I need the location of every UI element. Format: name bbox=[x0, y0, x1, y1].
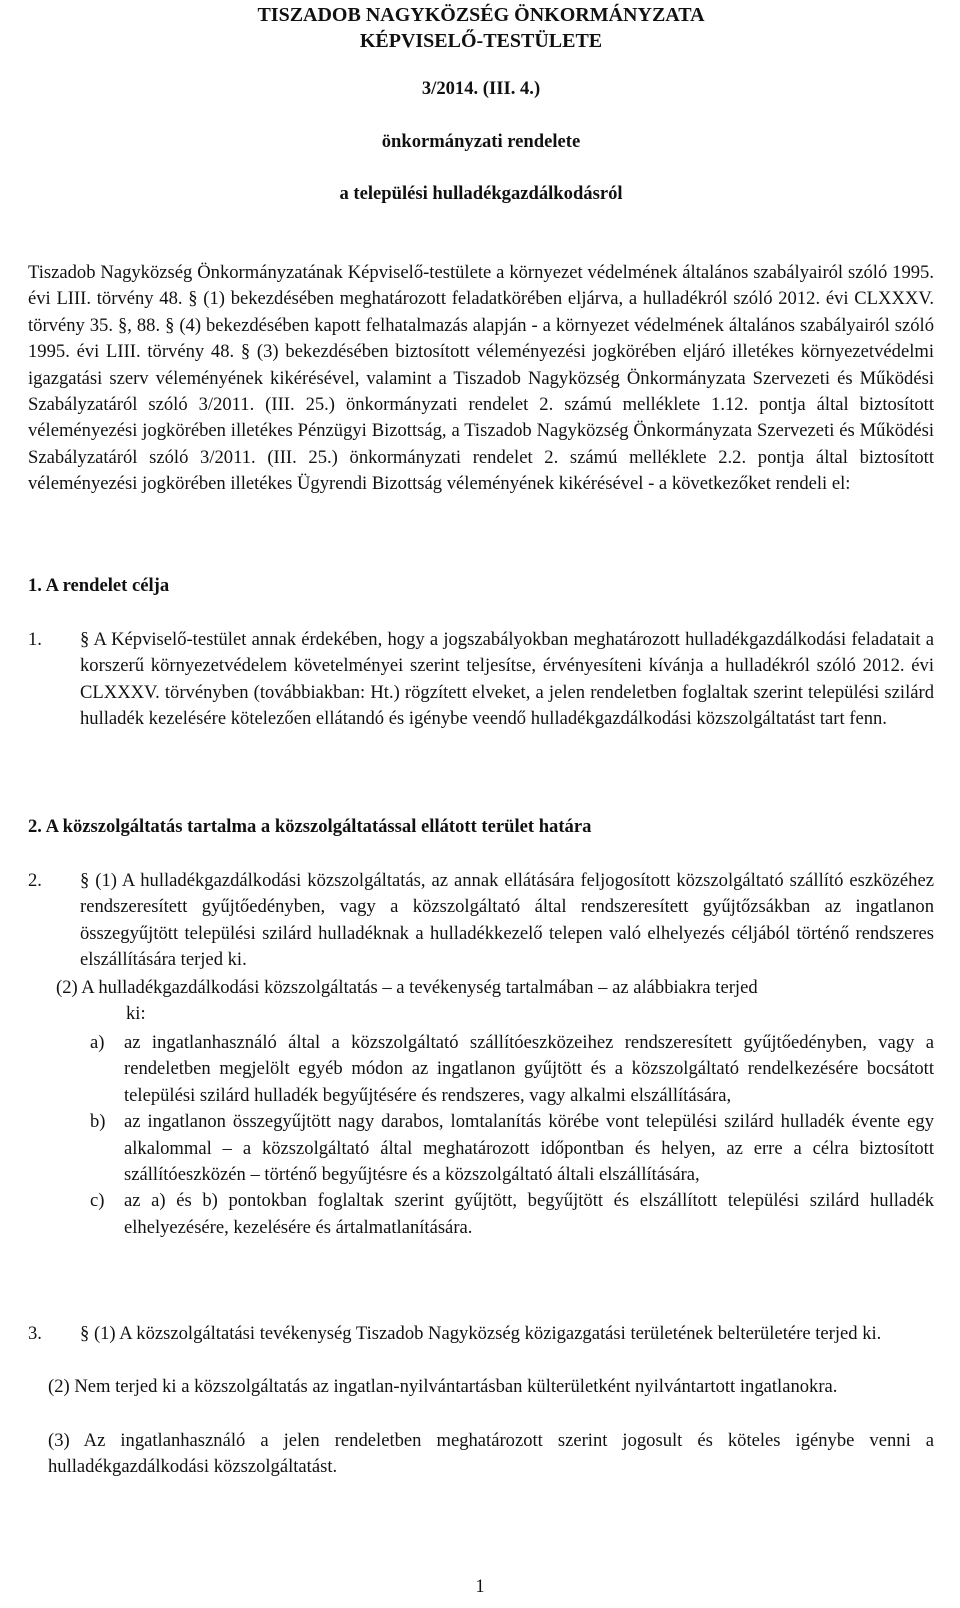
list-item-label: b) bbox=[90, 1111, 106, 1133]
list-item-text: az ingatlanhasználó által a közszolgáltató szállítóeszközeihez rendszeresített gyűjtőedényben, vagy a rendeletben megjelölt egyéb módon az ingatlanon gyűjtött és a közszolgáltató rendelkezésére bocsátott települési szilárd hulladék begyűjtésére és rendszeres, vagy alkalmi elszállítására, bbox=[124, 1032, 934, 1106]
section-2-paragraph-2-cont: ki: bbox=[126, 1003, 146, 1025]
list-item bbox=[90, 1109, 934, 1188]
header-line-1: TISZADOB NAGYKÖZSÉG ÖNKORMÁNYZATA bbox=[257, 4, 705, 26]
list-item-text: az a) és b) pontokban foglaltak szerint gyűjtött, begyűjtött és elszállított települési szilárd hulladék elhelyezésére, kezelésére és ártalmatlanítására. bbox=[124, 1190, 934, 1238]
list-item bbox=[90, 1030, 934, 1109]
section-1-number: 1. bbox=[28, 629, 42, 650]
list-item-label: a) bbox=[90, 1032, 105, 1053]
section-3-number: 3. bbox=[28, 1323, 42, 1344]
document-header bbox=[28, 2, 934, 54]
preamble: Tiszadob Nagyközség Önkormányzatának Képviselő-testülete a környezet védelmének általános szabályairól szóló 1995. évi LIII. törvény 48. § (1) bekezdésében meghatározott feladatkörében eljárva, a hulladékról szóló 2012. évi CLXXXV. törvény 35. §, 88. § (4) bekezdésében kapott felhatalmazás alapján - a környezet védelmének általános szabályairól szóló 1995. évi LIII. törvény 48. § (3) bekezdésében biztosított véleményezési jogkörében eljáró illetékes környezetvédelmi igazgatási szerv véleményének kikérésével, valamint a Tiszadob Nagyközség Önkormányzata Szervezeti és Működési Szabályzatáról szóló 3/2011. (III. 25.) önkormányzati rendelet 2. számú melléklete 1.12. pontja által biztosított véleményezési jogkörében illetékes Pénzügyi Bizottság, a Tiszadob Nagyközség Önkormányzata Szervezeti és Működési Szabályzatáról szóló 3/2011. (III. 25.) önkormányzati rendelet 2. számú melléklete 2.2. pontja által biztosított véleményezési jogkörében illetékes Ügyrendi Bizottság véleményének kikérésével - a következőket rendeli el: bbox=[28, 262, 934, 495]
section-2-paragraph-2 bbox=[56, 975, 934, 1028]
regulation-subject: a települési hulladékgazdálkodásról bbox=[339, 183, 623, 204]
list-item-text: az ingatlanon összegyűjtött nagy darabos, lomtalanítás körébe vont települési szilárd hulladék évente egy alkalommal – a közszolgáltató által meghatározott időpontban és helyen, az erre a célra biztosított szállítóeszközén – történő begyűjtésre és a közszolgáltató általi elszállítására, bbox=[124, 1111, 934, 1186]
section-2-paragraph-1 bbox=[28, 868, 934, 974]
section-2-paragraph-2-text: (2) A hulladékgazdálkodási közszolgáltatás – a tevékenység tartalmában – az alábbiakra terjed bbox=[56, 977, 758, 998]
section-3-paragraph-3: (3) Az ingatlanhasználó a jelen rendeletben meghatározott szerint jogosult és köteles igénybe venni a hulladékgazdálkodási közszolgáltatást. bbox=[48, 1430, 934, 1478]
list-item-label: c) bbox=[90, 1190, 105, 1212]
regulation-number: 3/2014. (III. 4.) bbox=[421, 78, 541, 99]
section-1-paragraph bbox=[28, 627, 934, 733]
section-1-text: § A Képviselő-testület annak érdekében, hogy a jogszabályokban meghatározott hulladékgazdálkodási feladatait a korszerű környezetvédelem követelményei szerint teljesítse, érvényesíteni kívánja a hulladékról szóló 2012. évi CLXXXV. törvényben (továbbiakban: Ht.) rögzített elveket, a jelen rendeletben foglaltak szerint települési szilárd hulladék kezelésére kötelezően ellátandó és igénybe veendő hulladékgazdálkodási közszolgáltatást tart fenn. bbox=[80, 629, 934, 730]
section-2-paragraph-1-text: § (1) A hulladékgazdálkodási közszolgáltatás, az annak ellátására feljogosított közszolgáltató szállító eszközéhez rendszeresített gyűjtőedényben, vagy a közszolgáltató által rendszeresített gyűjtőzsákban az ingatlanon összegyűjtött települési szilárd hulladéknak a hulladékkezelő telepen való elhelyezés céljából történő rendszeres elszállítására terjed ki. bbox=[80, 870, 934, 971]
section-3-paragraph-1-text: § (1) A közszolgáltatási tevékenység Tiszadob Nagyközség közigazgatási területének belterületére terjed ki. bbox=[80, 1323, 882, 1344]
section-2-number: 2. bbox=[28, 870, 42, 891]
section-3-paragraph-1 bbox=[28, 1321, 934, 1347]
list-item bbox=[90, 1188, 934, 1241]
section-2-title: 2. A közszolgáltatás tartalma a közszolgáltatással ellátott terület határa bbox=[28, 816, 592, 837]
section-3-paragraph-2: (2) Nem terjed ki a közszolgáltatás az ingatlan-nyilvántartásban külterületként nyilvántartott ingatlanokra. bbox=[48, 1376, 838, 1397]
section-1-title: 1. A rendelet célja bbox=[28, 575, 170, 596]
regulation-type: önkormányzati rendelete bbox=[381, 131, 581, 152]
header-line-2: KÉPVISELŐ-TESTÜLETE bbox=[359, 30, 603, 52]
page-number: 1 bbox=[475, 1576, 485, 1597]
section-2-item-list bbox=[90, 1030, 934, 1241]
